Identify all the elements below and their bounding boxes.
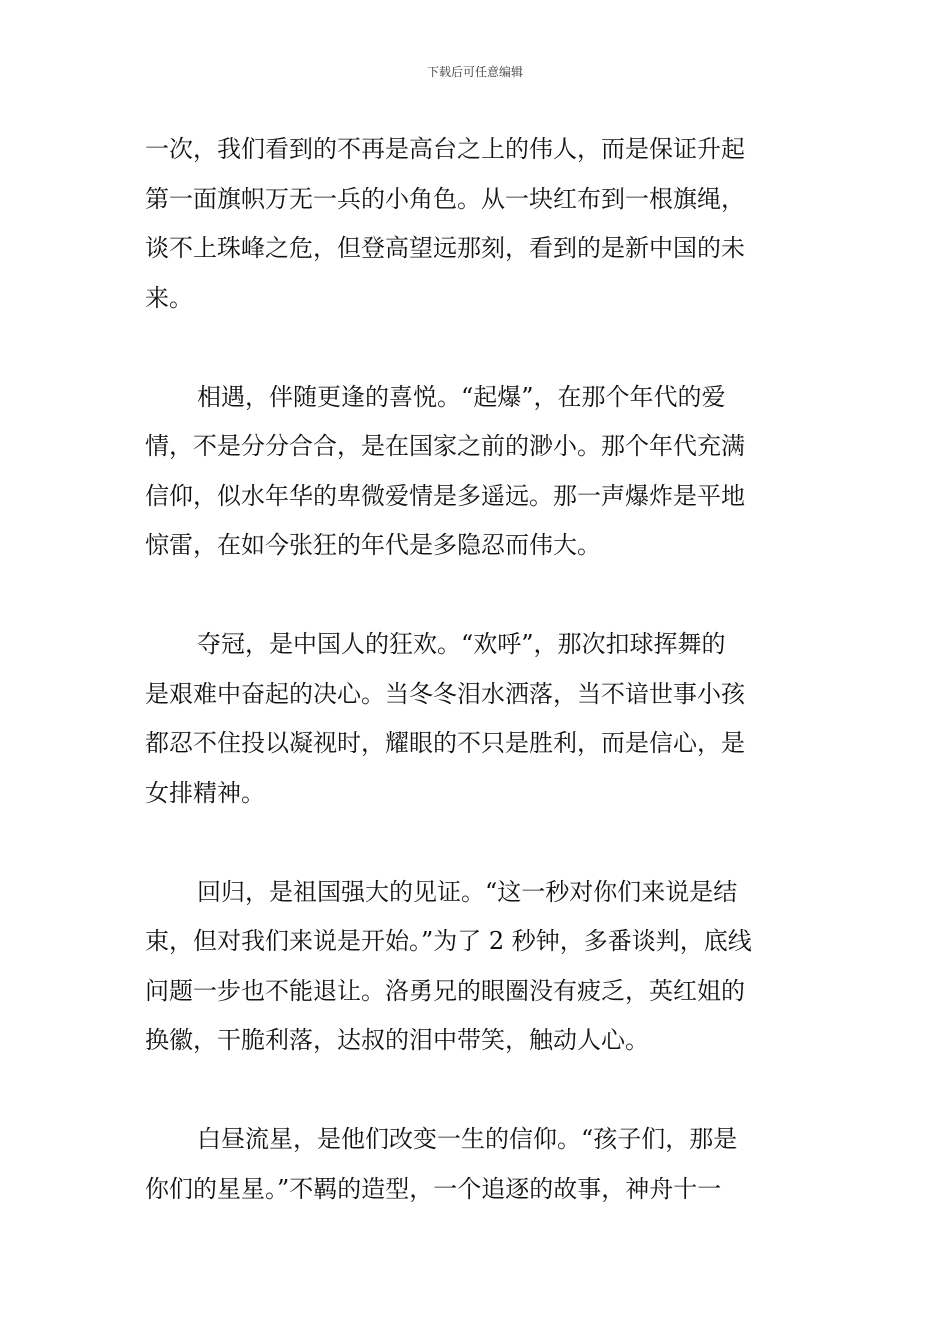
paragraph <box>145 868 810 1066</box>
text-line: 第一面旗帜万无一兵的小角色。从一块红布到一根旗绳， <box>145 184 745 213</box>
text-line: 一次，我们看到的不再是高台之上的伟人，而是保证升起 <box>145 135 745 163</box>
text-line: 白昼流星，是他们改变一生的信仰。“孩子们，那是 <box>197 1125 738 1153</box>
paragraph <box>145 373 810 571</box>
document-body <box>145 125 810 1214</box>
text-line: 问题一步也不能退让。洛勇兄的眼圈没有疲乏，英红姐的 <box>145 976 745 1005</box>
paragraph <box>145 620 810 818</box>
paragraph-spacer <box>145 323 810 373</box>
text-line: 谈不上珠峰之危，但登高望远那刻，看到的是新中国的未 <box>145 234 745 262</box>
text-line: 都忍不住投以凝视时，耀眼的不只是胜利，而是信心，是 <box>145 729 745 757</box>
text-line: 相遇，伴随更逢的喜悦。“起爆”，在那个年代的爱 <box>197 382 726 411</box>
text-line: 情，不是分分合合，是在国家之前的渺小。那个年代充满 <box>145 432 745 460</box>
text-line: 女排精神。 <box>145 778 265 807</box>
paragraph <box>145 125 810 323</box>
paragraph <box>145 1115 810 1214</box>
paragraph-spacer <box>145 818 810 868</box>
text-line: 你们的星星。”不羁的造型，一个追逐的故事，神舟十一 <box>145 1174 722 1203</box>
text-line: 夺冠，是中国人的狂欢。“欢呼”，那次扣球挥舞的 <box>197 630 726 658</box>
text-line: 换徽，干脆利落，达叔的泪中带笑，触动人心。 <box>145 1026 649 1054</box>
text-line: 来。 <box>145 283 193 312</box>
paragraph-spacer <box>145 1066 810 1116</box>
paragraph-spacer <box>145 571 810 621</box>
text-line: 束，但对我们来说是开始。”为了 2 秒钟，多番谈判，底线 <box>145 927 752 955</box>
text-line: 是艰难中奋起的决心。当冬冬泪水洒落，当不谙世事小孩 <box>145 679 745 708</box>
text-line: 信仰，似水年华的卑微爱情是多遥远。那一声爆炸是平地 <box>145 481 745 510</box>
text-line: 惊雷，在如今张狂的年代是多隐忍而伟大。 <box>145 531 601 559</box>
text-line: 回归，是祖国强大的见证。“这一秒对你们来说是结 <box>197 877 738 906</box>
page-header: 下载后可任意编辑 <box>426 65 523 79</box>
